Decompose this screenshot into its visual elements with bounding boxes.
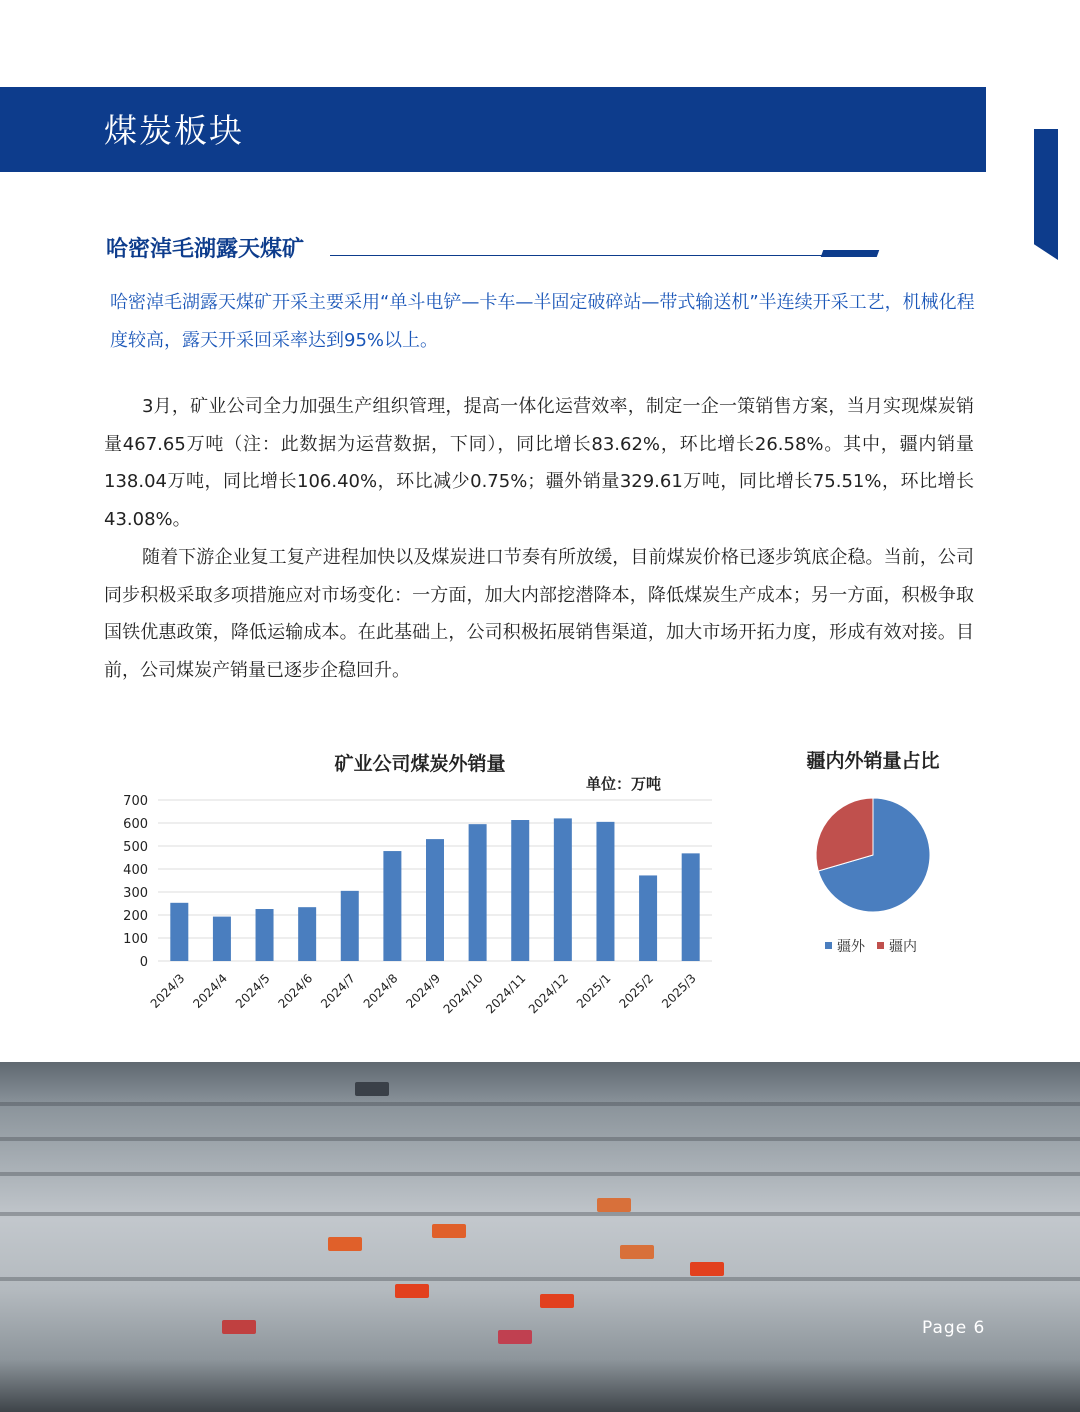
bar [341, 891, 359, 961]
page-number: Page 6 [922, 1318, 986, 1338]
bar [596, 822, 614, 961]
y-tick-label: 400 [123, 863, 148, 878]
bar [554, 818, 572, 961]
y-tick-label: 500 [123, 840, 148, 855]
x-tick-label: 2025/1 [573, 971, 614, 1011]
x-tick-label: 2024/9 [403, 971, 444, 1011]
legend-swatch [877, 942, 884, 949]
bar [213, 917, 231, 961]
y-tick-label: 200 [123, 909, 148, 924]
x-tick-label: 2024/12 [525, 971, 571, 1017]
subtitle-accent [821, 250, 880, 257]
pie-chart [780, 740, 970, 970]
bar-chart [100, 740, 740, 1030]
pie-title: 疆内外销量占比 [806, 750, 940, 772]
section-title: 煤炭板块 [104, 111, 244, 150]
x-tick-label: 2024/4 [190, 971, 231, 1011]
mine-photo [0, 1062, 1080, 1412]
bar [426, 839, 444, 961]
x-tick-label: 2024/10 [440, 971, 486, 1017]
bar [383, 851, 401, 961]
legend-swatch [825, 942, 832, 949]
bar [639, 875, 657, 961]
subtitle: 哈密淖毛湖露天煤矿 [106, 237, 305, 262]
x-tick-label: 2024/8 [360, 971, 401, 1011]
bar [256, 909, 274, 961]
chart-unit: 单位：万吨 [586, 775, 662, 793]
y-tick-label: 300 [123, 886, 148, 901]
bar [170, 903, 188, 961]
y-tick-label: 100 [123, 932, 148, 947]
section-banner [0, 87, 986, 172]
bar [298, 907, 316, 961]
bar [682, 853, 700, 961]
x-tick-label: 2024/3 [147, 971, 188, 1011]
paragraph: 随着下游企业复工复产进程加快以及煤炭进口节奏有所放缓，目前煤炭价格已逐步筑底企稳。当前，公司同步积极采取多项措施应对市场变化：一方面，加大内部挖潜降本，降低煤炭生产成本；另一方面，积极争取国铁优惠政策，降低运输成本。在此基础上，公司积极拓展销售渠道，加大市场开拓力度，形成有效对接。目前，公司煤炭产销量已逐步企稳回升。 [104, 547, 974, 681]
x-tick-label: 2024/7 [318, 971, 358, 1011]
bar [469, 824, 487, 961]
legend-label: 疆内 [889, 939, 917, 955]
y-tick-label: 0 [139, 955, 148, 970]
x-tick-label: 2024/11 [483, 971, 529, 1017]
y-tick-label: 700 [123, 794, 148, 809]
chart-title: 矿业公司煤炭外销量 [334, 753, 506, 775]
side-tab [1034, 129, 1058, 260]
paragraph: 3月，矿业公司全力加强生产组织管理，提高一体化运营效率，制定一企一策销售方案，当月实现煤炭销量467.65万吨（注：此数据为运营数据，下同），同比增长83.62%，环比增长26.58%。其中，疆内销量138.04万吨，同比增长106.40%，环比减少0.75%；疆外销量329.61万吨，同比增长75.51%，环比增长43.08%。 [104, 396, 974, 530]
subtitle-underline [330, 255, 825, 256]
x-tick-label: 2025/3 [659, 971, 699, 1011]
x-tick-label: 2024/5 [232, 971, 273, 1011]
intro-text: 哈密淖毛湖露天煤矿开采主要采用“单斗电铲—卡车—半固定破碎站—带式输送机”半连续开采工艺，机械化程度较高，露天开采回采率达到95%以上。 [110, 292, 975, 351]
y-tick-label: 600 [123, 817, 148, 832]
bar [511, 820, 529, 961]
x-tick-label: 2024/6 [275, 971, 316, 1011]
legend-label: 疆外 [837, 939, 865, 955]
x-tick-label: 2025/2 [616, 971, 657, 1011]
